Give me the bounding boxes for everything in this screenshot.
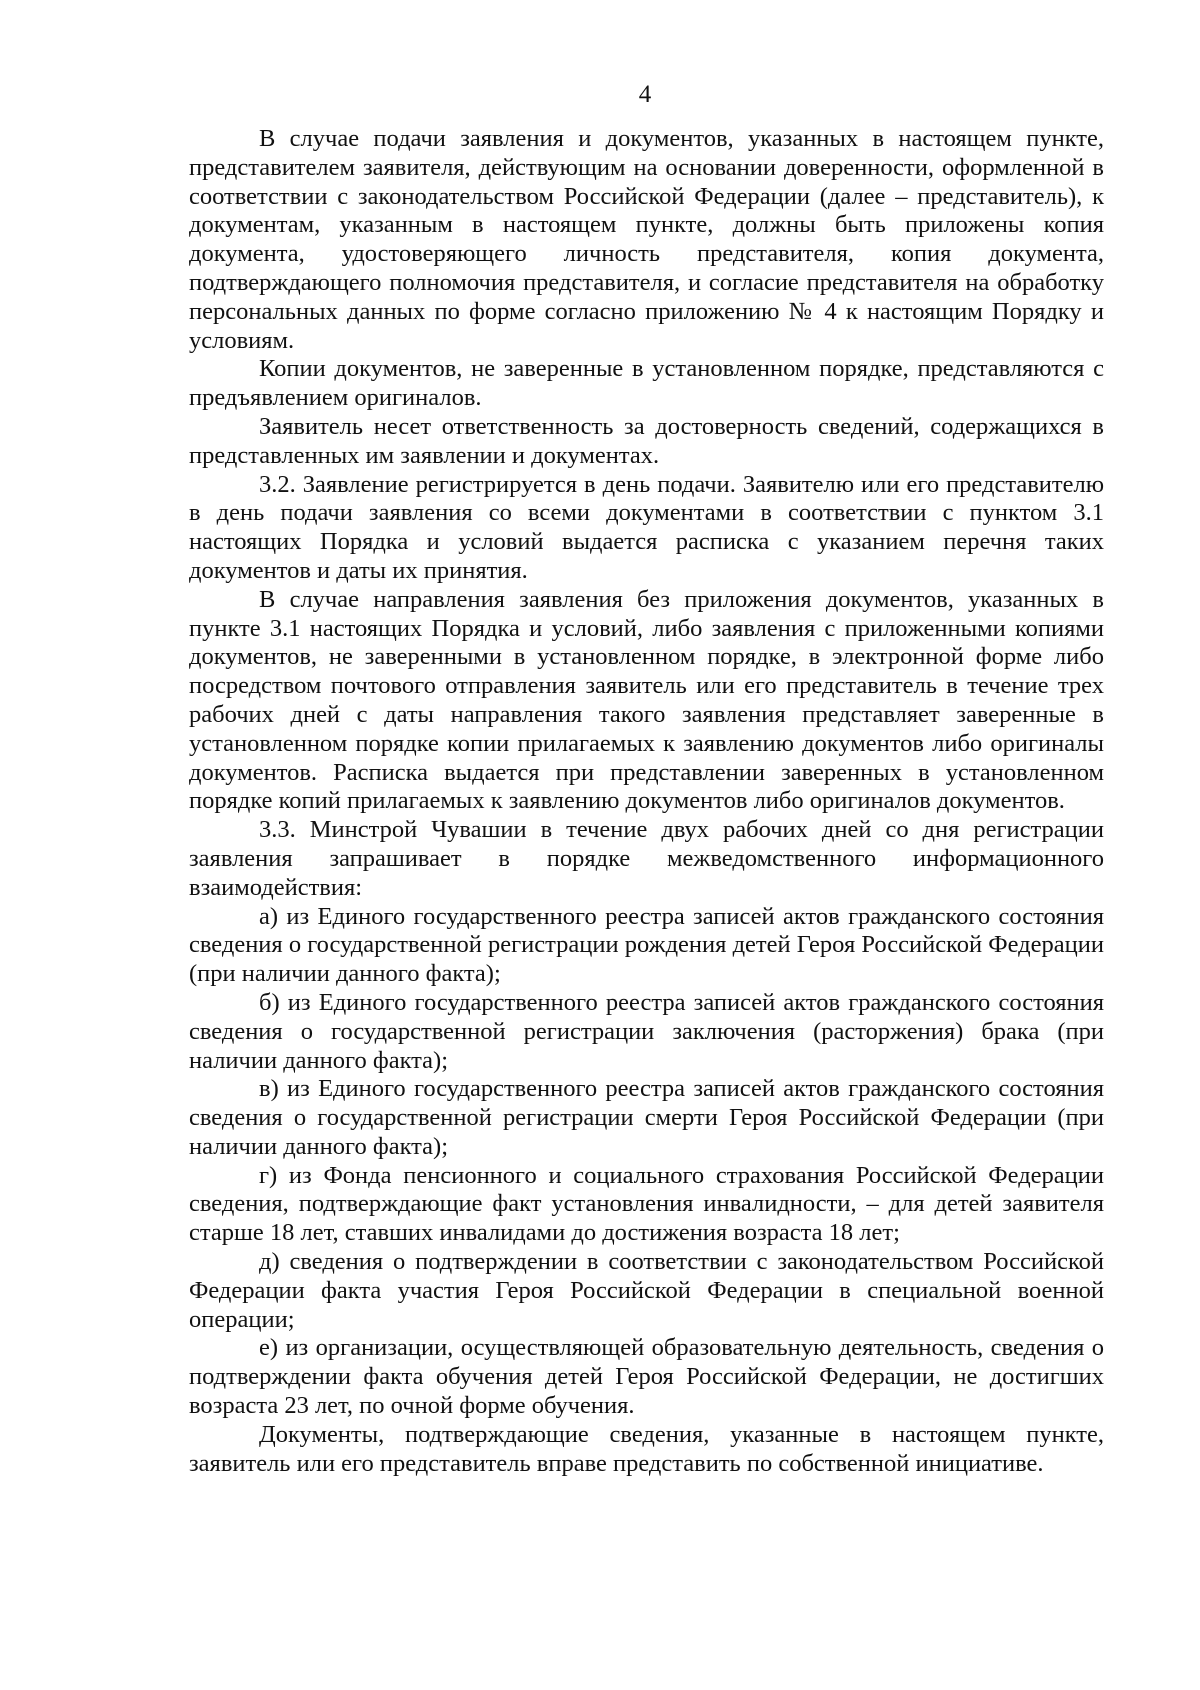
paragraph-applicant-responsibility: Заявитель несет ответственность за достоверность сведений, содержащихся в представленных им заявлении и документах. xyxy=(189,412,1104,469)
paragraph-3-2-registration: 3.2. Заявление регистрируется в день подачи. Заявителю или его представителю в день подачи заявления со всеми документами в соответствии с пунктом 3.1 настоящих Порядка и условий выдается расписка с указанием перечня таких документов и даты их принятия. xyxy=(189,470,1104,584)
list-item-b-marriage-registration: б) из Единого государственного реестра записей актов гражданского состояния сведения о государственной регистрации заключения (расторжения) брака (при наличии данного факта); xyxy=(189,988,1104,1074)
list-item-v-death-registration: в) из Единого государственного реестра записей актов гражданского состояния сведения о государственной регистрации смерти Героя Российской Федерации (при наличии данного факта); xyxy=(189,1075,1104,1160)
document-body xyxy=(189,125,1104,1478)
list-item-e-education-info: е) из организации, осуществляющей образовательную деятельность, сведения о подтверждении факта обучения детей Героя Российской Федерации, не достигших возраста 23 лет, по очной форме обучения. xyxy=(189,1334,1104,1420)
list-item-a-birth-registration: а) из Единого государственного реестра записей актов гражданского состояния сведения о государственной регистрации рождения детей Героя Российской Федерации (при наличии данного факта); xyxy=(189,902,1104,988)
paragraph-own-initiative: Документы, подтверждающие сведения, указанные в настоящем пункте, заявитель или его представитель вправе представить по собственной инициативе. xyxy=(189,1420,1104,1477)
paragraph-copies-with-originals: Копии документов, не заверенные в установленном порядке, представляются с предъявлением оригиналов. xyxy=(189,355,1104,412)
paragraph-representative-documents: В случае подачи заявления и документов, указанных в настоящем пункте, представителем заявителя, действующим на основании доверенности, оформленной в соответствии с законодательством Российской Федерации (далее – представитель), к документам, указанным в настоящем пункте, должны быть приложены копия документа, удостоверяющего личность представителя, копия документа, подтверждающего полномочия представителя, и согласие представителя на обработку персональных данных по форме согласно приложению № 4 к настоящим Порядку и условиям. xyxy=(189,125,1104,354)
paragraph-3-3-interagency-request: 3.3. Минстрой Чувашии в течение двух рабочих дней со дня регистрации заявления запрашивает в порядке межведомственного информационного взаимодействия: xyxy=(189,816,1104,901)
page-number: 4 xyxy=(638,81,652,108)
paragraph-electronic-or-postal: В случае направления заявления без приложения документов, указанных в пункте 3.1 настоящих Порядка и условий, либо заявления с приложенными копиями документов, не заверенными в установленном порядке, в электронной форме либо посредством почтового отправления заявитель или его представитель в течение трех рабочих дней с даты направления такого заявления представляет заверенные в установленном порядке копии прилагаемых к заявлению документов либо оригиналы документов. Расписка выдается при представлении заверенных в установленном порядке копий прилагаемых к заявлению документов либо оригиналов документов. xyxy=(189,585,1104,815)
list-item-g-disability-info: г) из Фонда пенсионного и социального страхования Российской Федерации сведения, подтверждающие факт установления инвалидности, – для детей заявителя старше 18 лет, ставших инвалидами до достижения возраста 18 лет; xyxy=(189,1161,1104,1247)
list-item-d-special-operation: д) сведения о подтверждении в соответствии с законодательством Российской Федерации факта участия Героя Российской Федерации в специальной военной операции; xyxy=(189,1248,1104,1333)
